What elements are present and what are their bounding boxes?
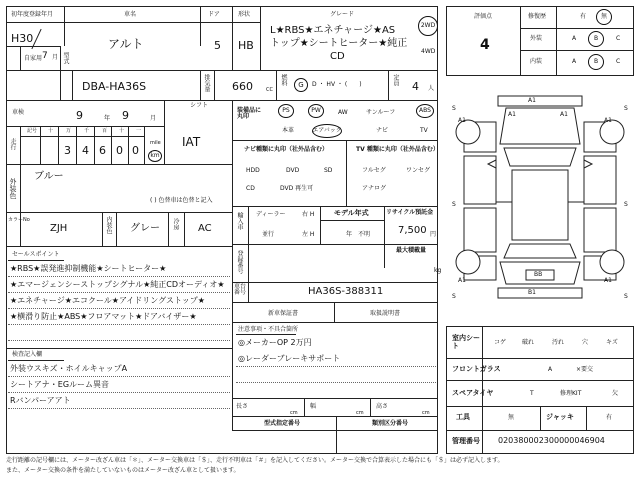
model-code: DBA-HA36S bbox=[82, 80, 147, 93]
width-label: 幅 bbox=[310, 403, 317, 410]
notes-label: 注意事項・不具合箇所 bbox=[238, 326, 299, 333]
shape-label: 形状 bbox=[238, 11, 251, 18]
exterior-c: C bbox=[616, 35, 621, 42]
mark-s-left: S bbox=[452, 105, 456, 112]
mark-s-right-rear: S bbox=[624, 293, 628, 300]
inspector-line-1: 外装ウスキズ・ホイルキャップA bbox=[10, 364, 128, 373]
tools-value: 無 bbox=[508, 414, 515, 421]
unit-ju: 十 bbox=[119, 128, 125, 134]
cc-unit: CC bbox=[266, 87, 273, 93]
spare-label: スペアタイヤ bbox=[452, 389, 494, 397]
grade-line1: L★RBS★エネチャージ★AS bbox=[270, 25, 396, 36]
equip-aw: AW bbox=[338, 109, 348, 116]
notes-line-1: ◎メーカーOP 2万円 bbox=[238, 338, 312, 347]
mark-a1-hood-right: A1 bbox=[560, 111, 568, 118]
reg-month-unit: 月 bbox=[52, 54, 59, 61]
right-mirror-shape bbox=[584, 160, 592, 168]
shift-label: シフト bbox=[190, 102, 209, 109]
grade-line3: CD bbox=[330, 51, 345, 62]
mileage-digit-1: 3 bbox=[64, 144, 71, 157]
model-label: 型式 bbox=[62, 52, 69, 64]
import-label: 輸入車 bbox=[236, 212, 243, 230]
first-reg-label: 初年度登録年月 bbox=[11, 11, 54, 18]
footer-note-1: 走行距離の記号欄には、メーター改ざん車は「＊」、メーター交換車は「＄」、走行不明車は「＃」を記入してください。メーター交換で合算表示した場合にも「＄」は必ず記入します。 bbox=[6, 457, 504, 464]
equip-airbag-circle: エアバック bbox=[312, 124, 342, 138]
sales-line-3: ★エネチャージ★エコクール★アイドリングストップ★ bbox=[10, 296, 205, 305]
spare-none: 欠 bbox=[612, 390, 619, 397]
score-label: 評価点 bbox=[474, 13, 493, 20]
color-no: ZJH bbox=[50, 223, 68, 234]
mark-a1-rear-left: A1 bbox=[458, 277, 466, 284]
mileage-mile: mile bbox=[150, 140, 161, 146]
import-parallel: 並行 bbox=[262, 231, 275, 238]
body-shape: HB bbox=[238, 39, 254, 52]
fuel-label: 燃料 bbox=[280, 74, 287, 86]
equipment-label: 装備品に丸印 bbox=[237, 107, 262, 120]
mark-a1-hood-left: A1 bbox=[508, 111, 516, 118]
mark-a1-front-bumper: A1 bbox=[528, 97, 536, 104]
height-cm: cm bbox=[422, 410, 430, 416]
recycle-label: リサイクル預託金 bbox=[386, 209, 434, 216]
mileage-label: 走行 bbox=[9, 138, 16, 150]
mileage-digit-2: 4 bbox=[82, 144, 89, 157]
capacity-label: 定員 bbox=[392, 74, 399, 86]
notes-line-2: ◎レーダーブレーキサポート bbox=[238, 354, 341, 363]
unit-juman: 十 bbox=[48, 128, 54, 134]
model-year-label: モデル年式 bbox=[334, 209, 369, 217]
repair-yes: 有 bbox=[580, 13, 587, 20]
score-value: 4 bbox=[480, 37, 490, 53]
color-no-label: カラーNo bbox=[8, 217, 30, 223]
roof-shape bbox=[512, 170, 568, 240]
tv-label: TV 種類に丸印（社外品含む） bbox=[356, 146, 439, 153]
interior-b-circle: B bbox=[588, 54, 604, 70]
sales-label: セールスポイント bbox=[12, 251, 60, 258]
import-left: 左 H bbox=[302, 231, 315, 238]
inspector-line-3: Rバンパーアアト bbox=[10, 396, 71, 405]
jack-label: ジャッキ bbox=[546, 413, 574, 421]
tv-analog: アナログ bbox=[362, 185, 387, 192]
mileage-unit-headers bbox=[20, 127, 144, 136]
unit-man: 万 bbox=[66, 128, 72, 134]
rear-bumper-shape bbox=[498, 288, 582, 298]
left-mirror-shape bbox=[488, 160, 496, 168]
grade-line2: トップ★シートヒーター★純正 bbox=[270, 38, 408, 49]
chassis-label: 車台番号 bbox=[234, 283, 247, 296]
shift-value: IAT bbox=[182, 135, 201, 149]
navi-label: ナビ種類に丸印（社外品含む） bbox=[244, 146, 329, 153]
door-count: 5 bbox=[214, 39, 221, 52]
capacity-unit: 人 bbox=[428, 85, 435, 92]
recycle-unit: 円 bbox=[430, 231, 437, 238]
manual-label: 取扱説明書 bbox=[370, 310, 401, 317]
navi-dvd: DVD bbox=[286, 167, 300, 174]
seat-dirt: 汚れ bbox=[552, 339, 565, 346]
import-dealer: ディーラー bbox=[256, 211, 286, 218]
ac-value: AC bbox=[198, 223, 212, 234]
recycle-value: 7,500 bbox=[398, 225, 427, 236]
car-damage-diagram bbox=[446, 82, 634, 318]
exterior-label: 外装 bbox=[530, 35, 543, 42]
navi-sd: SD bbox=[324, 167, 333, 174]
jack-value: 有 bbox=[606, 414, 613, 421]
shaken-month-unit: 月 bbox=[150, 115, 157, 122]
mark-s-left-mid: S bbox=[452, 201, 456, 208]
mileage-km-circle: km bbox=[148, 150, 162, 162]
reg-month: 7 bbox=[42, 51, 48, 61]
windshield-replace: ×要交 bbox=[576, 366, 594, 373]
seat-scratch: キズ bbox=[606, 339, 618, 346]
shaken-month: 9 bbox=[122, 109, 129, 122]
displacement-label: 排気量 bbox=[203, 74, 210, 92]
car-name: アルト bbox=[108, 37, 144, 51]
exterior-a: A bbox=[572, 35, 577, 42]
color-value: ブルー bbox=[34, 171, 64, 182]
tv-oneseg: ワンセグ bbox=[406, 167, 431, 174]
color-note: ( ) 色替車は色替と記入 bbox=[150, 197, 213, 204]
windshield-a: A bbox=[548, 366, 553, 373]
unit-ichi: 一 bbox=[136, 128, 142, 134]
interior-color: グレー bbox=[130, 223, 160, 234]
mark-b1-rear-bumper: B1 bbox=[528, 289, 536, 296]
unit-sen: 千 bbox=[84, 128, 90, 134]
equip-navi: ナビ bbox=[376, 127, 389, 134]
sales-line-4: ★横滑り防止★ABS★フロアマット★ドアバイザー★ bbox=[10, 312, 197, 321]
right-front-door-shape bbox=[584, 156, 616, 204]
fuel-options: D ・ HV ・ ( ) bbox=[312, 81, 362, 88]
displacement: 660 bbox=[232, 80, 253, 93]
interior-seat-label: 室内シート bbox=[452, 334, 480, 351]
sales-line-2: ★エマージェンシーストップシグナル★純正CDオーディオ★ bbox=[10, 280, 225, 289]
sales-line-1: ★RBS★誤発進抑制機能★シートヒーター★ bbox=[10, 264, 167, 273]
reg-era-year: H30 bbox=[11, 32, 34, 45]
navi-hdd: HDD bbox=[246, 167, 260, 174]
seat-burn: コゲ bbox=[494, 339, 507, 346]
mgmt-label: 管理番号 bbox=[452, 437, 480, 445]
unit-hyaku: 百 bbox=[102, 128, 108, 134]
left-rear-door-shape bbox=[464, 208, 496, 252]
color-label: 外装色 bbox=[9, 178, 17, 199]
mark-a1-rear-right: A1 bbox=[604, 277, 612, 284]
inspector-label: 検査記入欄 bbox=[12, 351, 43, 358]
ac-label: 冷房 bbox=[172, 218, 179, 230]
shaken-label: 車検 bbox=[12, 109, 25, 116]
windshield-label: フロントガラス bbox=[452, 365, 501, 373]
width-cm: cm bbox=[356, 410, 364, 416]
mileage-digit-4: 0 bbox=[116, 144, 123, 157]
height-label: 高さ bbox=[376, 403, 389, 410]
door-label: ドア bbox=[208, 11, 220, 18]
model-year-value: 年 不明 bbox=[346, 231, 371, 238]
seat-tear: 破れ bbox=[522, 339, 535, 346]
windshield-shape bbox=[504, 148, 576, 166]
interior-color-label: 内装色 bbox=[105, 216, 112, 234]
fuel-g-circle: G bbox=[294, 78, 308, 92]
max-load-unit: kg bbox=[434, 267, 442, 274]
navi-dvd-play: DVD 再生可 bbox=[280, 185, 314, 192]
interior-a: A bbox=[572, 58, 577, 65]
interior-c: C bbox=[616, 58, 621, 65]
mileage-digit-5: 0 bbox=[132, 144, 139, 157]
equip-tv: TV bbox=[420, 127, 428, 134]
spare-t: T bbox=[530, 390, 534, 397]
car-name-label: 車名 bbox=[124, 11, 137, 18]
repair-no-circle: 無 bbox=[596, 9, 612, 25]
rear-left-wheel-shape bbox=[456, 250, 480, 274]
repair-label: 修復歴 bbox=[528, 13, 547, 20]
class-no-label: 類別区分番号 bbox=[372, 420, 409, 427]
drive-2wd-circle: 2WD bbox=[418, 16, 438, 36]
tv-fullseg: フルセグ bbox=[362, 167, 386, 174]
left-front-door-shape bbox=[464, 156, 496, 204]
inspector-line-2: シートアナ・EGルーム異音 bbox=[10, 380, 110, 389]
grade-label: グレード bbox=[330, 11, 355, 18]
front-bumper-shape bbox=[498, 96, 582, 106]
unit-symbol: 記号 bbox=[27, 128, 38, 134]
class-label: 自家用 bbox=[24, 55, 43, 62]
seat-hole: 穴 bbox=[582, 339, 589, 346]
reg-no-label: 登録番号 bbox=[236, 250, 243, 274]
exterior-b-circle: B bbox=[588, 31, 604, 47]
right-rear-door-shape bbox=[584, 208, 616, 252]
tools-label: 工具 bbox=[456, 413, 470, 421]
length-label: 長さ bbox=[236, 403, 249, 410]
drive-4wd: 4WD bbox=[421, 48, 436, 55]
equip-pw-circle: PW bbox=[308, 104, 324, 118]
equip-leather: 本革 bbox=[282, 127, 295, 134]
rear-window-shape bbox=[504, 244, 576, 258]
import-right: 右 H bbox=[302, 211, 315, 218]
footer-note-2: また、メーター交換の条件を満たしていないものはメーター改ざん車として扱います。 bbox=[6, 467, 240, 474]
shaken-year-unit: 年 bbox=[104, 115, 111, 122]
capacity: 4 bbox=[412, 80, 419, 93]
spare-kit: 修理KIT bbox=[560, 390, 582, 397]
mileage-digit-3: 6 bbox=[99, 144, 106, 157]
mark-a1-left-front: A1 bbox=[458, 117, 466, 124]
mark-s-left-rear: S bbox=[452, 293, 456, 300]
max-load-label: 最大積載量 bbox=[396, 247, 427, 254]
equip-sunroof: サンルーフ bbox=[366, 109, 396, 116]
type-no-label: 型式指定番号 bbox=[264, 420, 301, 427]
mark-s-right: S bbox=[624, 105, 628, 112]
equip-ps-circle: PS bbox=[278, 104, 294, 118]
rear-right-wheel-shape bbox=[600, 250, 624, 274]
mark-a1-right-front: A1 bbox=[604, 117, 612, 124]
equip-abs-circle: ABS bbox=[416, 104, 434, 118]
mark-bb-trunk: BB bbox=[534, 271, 543, 278]
mark-s-right-mid: S bbox=[624, 201, 628, 208]
warranty-label: 新車保証書 bbox=[268, 310, 299, 317]
navi-cd: CD bbox=[246, 185, 255, 192]
interior-label: 内装 bbox=[530, 58, 543, 65]
chassis-number: HA36S-388311 bbox=[308, 286, 384, 297]
mgmt-number: 020380002300000046904 bbox=[498, 436, 605, 445]
length-cm: cm bbox=[290, 410, 298, 416]
shaken-year: 9 bbox=[76, 109, 83, 122]
